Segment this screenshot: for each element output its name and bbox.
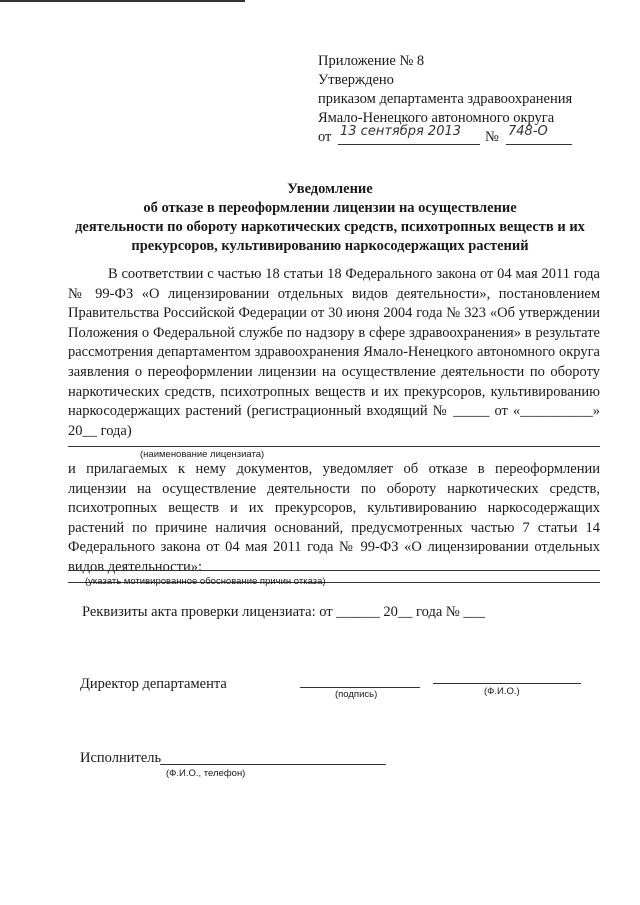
caption-reason: (указать мотивированное обоснование причин отказа): [85, 576, 326, 587]
order-line: приказом департамента здравоохранения: [318, 91, 573, 107]
approved-label: Утверждено: [318, 72, 394, 88]
handwritten-number: 748-О: [508, 124, 548, 139]
director-fio-line: [433, 683, 581, 684]
director-label: Директор департамента: [80, 676, 227, 692]
title-line-2: об отказе в переоформлении лицензии на осуществление: [143, 200, 517, 216]
paragraph-main: В соответствии с частью 18 статьи 18 Федерального закона от 04 мая 2011 года № 99-ФЗ «О лицензировании отдельных видов деятельности», постановлением Правительства Российской Федерации от 30 июня 2004 года № 323 «Об утверждении Положения о Федеральной службе по надзору в сфере здравоохранения» в результате рассмотрения департаментом здравоохранения Ямало-Ненецкого автономного округа заявления о переоформлении лицензии на осуществление деятельности по обороту наркотических средств, психотропных веществ и их прекурсоров, культивированию наркосодержащих растений (регистрационный входящий № _____ от «__________» 20__ года): [68, 266, 600, 439]
caption-executor: (Ф.И.О., телефон): [166, 768, 246, 779]
reason-line-1: [68, 570, 600, 571]
inspection-requisites: Реквизиты акта проверки лицензиата: от ______ 20__ года № ___: [82, 604, 486, 620]
caption-signature: (подпись): [335, 689, 378, 700]
title-line-1: Уведомление: [287, 181, 373, 197]
licensee-name-line: [68, 446, 600, 447]
title-line-3: деятельности по обороту наркотических средств, психотропных веществ и их: [75, 219, 585, 235]
paragraph-decision: и прилагаемых к нему документов, уведомляет об отказе в переоформлении лицензии на осуществление деятельности по обороту наркотических средств, психотропных веществ и их прекурсоров, культивированию наркосодержащих растений по причине наличия оснований, предусмотренных частью 7 статьи 14 Федерального закона от 04 мая 2011 года № 99-ФЗ «О лицензировании отдельных видов деятельности»:: [68, 461, 600, 575]
date-underline: [338, 144, 480, 145]
executor-label: Исполнитель: [80, 750, 162, 766]
title-line-4: прекурсоров, культивированию наркосодержащих растений: [131, 238, 529, 254]
region-line: Ямало-Ненецкого автономного округа: [318, 110, 555, 126]
number-underline: [506, 144, 572, 145]
caption-fio: (Ф.И.О.): [484, 686, 520, 697]
top-edge-line: [0, 0, 245, 2]
executor-line: [160, 764, 386, 765]
handwritten-date: 13 сентября 2013: [340, 124, 462, 139]
appendix-number: Приложение № 8: [318, 53, 425, 69]
number-label: №: [485, 129, 499, 145]
signature-line: [300, 687, 420, 688]
caption-licensee: (наименование лицензиата): [140, 449, 265, 460]
from-label: от: [318, 129, 332, 145]
